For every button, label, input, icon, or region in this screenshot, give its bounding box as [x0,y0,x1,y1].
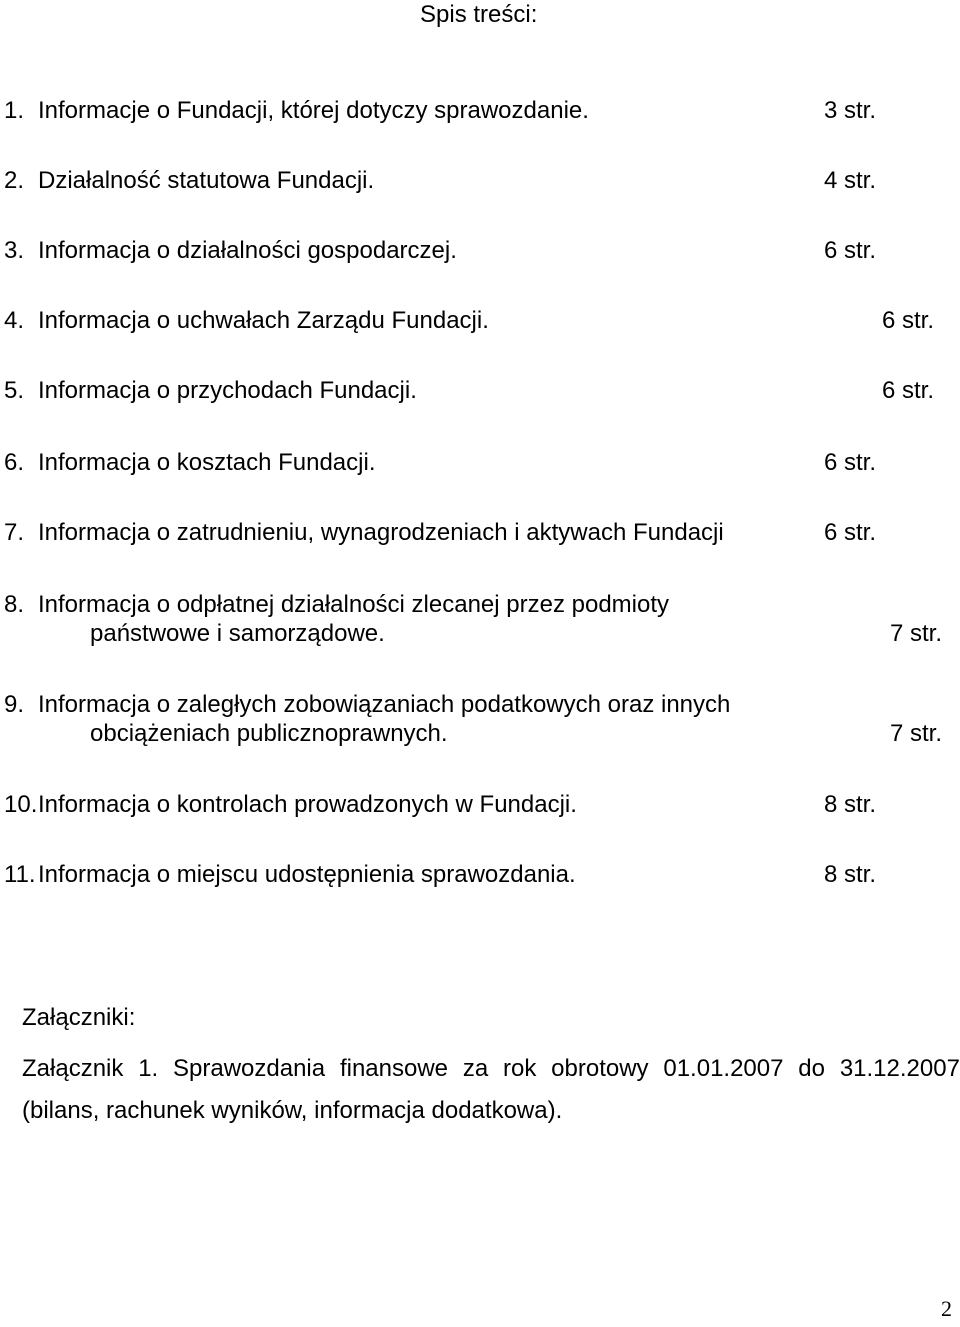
toc-entry-page: 6 str. [824,519,877,546]
attachment-word: za [462,1055,489,1082]
toc-entry-number: 3. [4,237,25,264]
toc-entry-title: Informacje o Fundacji, której dotyczy sprawozdanie. [38,97,589,124]
attachment-line [22,1054,960,1083]
page-number: 2 [941,1296,952,1321]
toc-entry-title: Informacja o kontrolach prowadzonych w Fundacji. [38,791,577,818]
toc-entry-title: Informacja o zaległych zobowiązaniach podatkowych oraz innych [38,691,731,718]
toc-entry-number: 4. [4,307,25,334]
toc-entry-page: 8 str. [824,791,877,818]
toc-entry-number: 9. [4,691,25,718]
toc-entry-title-continued: obciążeniach publicznoprawnych. [90,720,448,747]
toc-entry-number: 6. [4,449,25,476]
attachment-word: 01.01.2007 [663,1055,784,1082]
toc-entry-number: 5. [4,377,25,404]
toc-entry-page: 6 str. [824,449,877,476]
attachment-word: do [798,1055,825,1082]
toc-entry-number: 2. [4,167,25,194]
toc-entry-title: Informacja o odpłatnej działalności zlecanej przez podmioty [38,591,670,618]
toc-entry-page: 3 str. [824,97,877,124]
toc-entry-page: 4 str. [824,167,877,194]
toc-entry-page: 8 str. [824,861,877,888]
attachment-description: (bilans, rachunek wyników, informacja dodatkowa). [22,1097,563,1124]
attachment-word: obrotowy [551,1055,649,1082]
toc-heading: Spis treści: [420,1,538,28]
toc-entry-title: Informacja o zatrudnieniu, wynagrodzeniach i aktywach Fundacji [38,519,724,546]
attachment-word: rok [503,1055,537,1082]
toc-entry-title: Informacja o przychodach Fundacji. [38,377,417,404]
attachments-heading: Załączniki: [22,1004,136,1031]
toc-entry-page: 6 str. [882,307,935,334]
toc-entry-title: Informacja o działalności gospodarczej. [38,237,457,264]
toc-entry-number: 8. [4,591,25,618]
toc-entry-page: 6 str. [824,237,877,264]
attachment-word: finansowe [339,1055,449,1082]
toc-entry-page: 6 str. [882,377,935,404]
toc-entry-title: Informacja o miejscu udostępnienia sprawozdania. [38,861,576,888]
toc-entry-number: 11. [4,861,36,888]
toc-entry-title: Informacja o uchwałach Zarządu Fundacji. [38,307,489,334]
toc-entry-number: 1. [4,97,25,124]
toc-entry-number: 7. [4,519,25,546]
attachment-word: 1. [138,1055,159,1082]
attachment-word: Załącznik [22,1055,124,1082]
toc-entry-title: Działalność statutowa Fundacji. [38,167,375,194]
attachment-word: Sprawozdania [173,1055,326,1082]
toc-entry-page: 7 str. [890,620,943,647]
toc-entry-page: 7 str. [890,720,943,747]
attachment-word: 31.12.2007 [839,1055,960,1082]
toc-entry-number: 10. [4,791,38,818]
toc-entry-title-continued: państwowe i samorządowe. [90,620,385,647]
toc-entry-title: Informacja o kosztach Fundacji. [38,449,376,476]
